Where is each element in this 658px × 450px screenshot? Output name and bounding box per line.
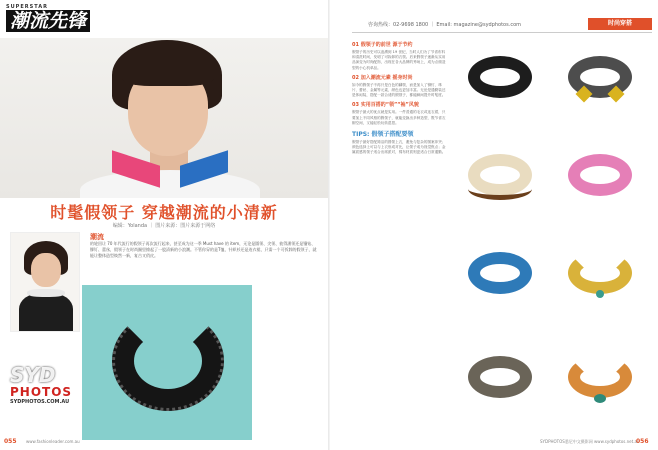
watermark	[10, 365, 84, 425]
intro-paragraph: 的轮回让 70 年代流行的假领子再次流行起来，甚至成为这一季 Must have 的 item，无论是圆领、尖领、彼得潘领还是镶钻、铆钉、蕾丝，假领子在时尚圈里掀起了一股清新的小浪潮。不管你穿的是T恤、针织衫还是连衣裙，只需一个可拆卸的假领子，就能让整体造型焕然一新，复古又俏皮。	[90, 241, 317, 258]
collar-gallery	[452, 40, 650, 435]
collar-brown-trim	[468, 178, 532, 200]
page-url-left: www.fashionleader.com.au	[26, 439, 80, 444]
tips-heading: TIPS: 假领子搭配要领	[352, 131, 414, 139]
page-number-left: 055	[4, 438, 17, 445]
article-body	[352, 38, 448, 158]
watermark-url: SYDPHOTOS.COM.AU	[10, 399, 70, 405]
collar-photo-statement	[552, 340, 648, 416]
hero-bangs	[122, 60, 214, 86]
collar-photo-denim	[452, 236, 548, 312]
collar-photo-black	[452, 40, 548, 116]
collar-photo-brocade	[452, 340, 548, 416]
collar-black	[468, 56, 532, 98]
intro-lead-word: 潮流	[90, 233, 104, 241]
collar-statement	[568, 356, 632, 398]
section-text: 假领子最大的优点就是实用。一件普通的毛衣或连衣裙，只要加上不同风格的假领子，就能变换出多种造型，既节省衣橱空间，又能轻松玩转混搭。	[352, 110, 446, 125]
collar-pink	[568, 154, 632, 196]
section-heading: 03 实用百搭的“领”“袖”风貌	[352, 102, 419, 109]
collar-denim	[468, 252, 532, 294]
watermark-brand-sub: PHOTOS	[10, 385, 73, 399]
masthead-title: 潮流先锋	[6, 10, 90, 32]
section-heading: 01 假领子的前世 源于节约	[352, 42, 413, 48]
section-text: 如今的假领子不再只是白色的翻领，而是加入了铆钉、珠片、蕾丝、金属等元素，颜色也更加丰富。无论是通勤装还是休闲装，搭配一款合适的假领子，都能瞬间提升时髦度。	[352, 82, 446, 98]
beaded-collar-photo	[82, 285, 252, 440]
hero-shirt	[80, 170, 260, 198]
collar-photo-pink	[552, 138, 648, 214]
model-photo	[10, 232, 80, 332]
page-gutter	[328, 0, 330, 450]
model-face	[31, 253, 61, 287]
section-heading: 02 加入潮流元素 摇身时尚	[352, 74, 413, 81]
model-collar	[27, 289, 65, 297]
masthead-subtitle: SUPERSTAR	[6, 4, 48, 10]
collar-gem	[594, 394, 606, 403]
model-body	[19, 293, 73, 332]
collar-gold	[568, 252, 632, 294]
article-headline: 时髦假领子 穿越潮流的小清新	[50, 203, 278, 222]
collar-photo-grey-gold	[552, 40, 648, 116]
tips-text: 假领子最好搭配简洁的圆领上衣，避免与复杂的图案冲突；颜色选择上可以与上衣形成对比，让领子成为视觉焦点；金属质感的领子适合出席派对，棉布材质则更适合日常通勤。	[352, 140, 446, 155]
section-text: 假领子的历史可以追溯到 19 世纪，当时人们为了节省布料和清洗时间，发明了可拆卸的衣领。后来假领子逐渐从实用品演变为时尚配饰，出现在各大品牌的秀场上，成为点缀造型的小心机单品。	[352, 50, 446, 70]
watermark-brand: SYD	[10, 363, 56, 387]
collar-photo-gold-jewel	[552, 236, 648, 312]
hero-photo	[0, 38, 328, 198]
collar-photo-cream	[452, 138, 548, 214]
article-credits: 编辑：Yolanda ｜ 图片来源：图片来源于网络	[112, 223, 216, 229]
contact-info: 咨询热线：02-9698 1800 ｜ Email: magazine@sydphotos.com	[368, 22, 521, 28]
bead-texture	[112, 311, 224, 411]
section-tag: 时尚穿搭	[588, 18, 652, 30]
masthead-logo	[6, 4, 96, 34]
header-rule	[352, 32, 652, 33]
page-number-right: 056	[636, 438, 649, 445]
collar-brocade	[468, 356, 532, 398]
page-url-right: SYDPHOTOS悉尼中文摄影网 www.sydphotos.net.au	[540, 439, 640, 444]
collar-gem	[596, 290, 604, 298]
